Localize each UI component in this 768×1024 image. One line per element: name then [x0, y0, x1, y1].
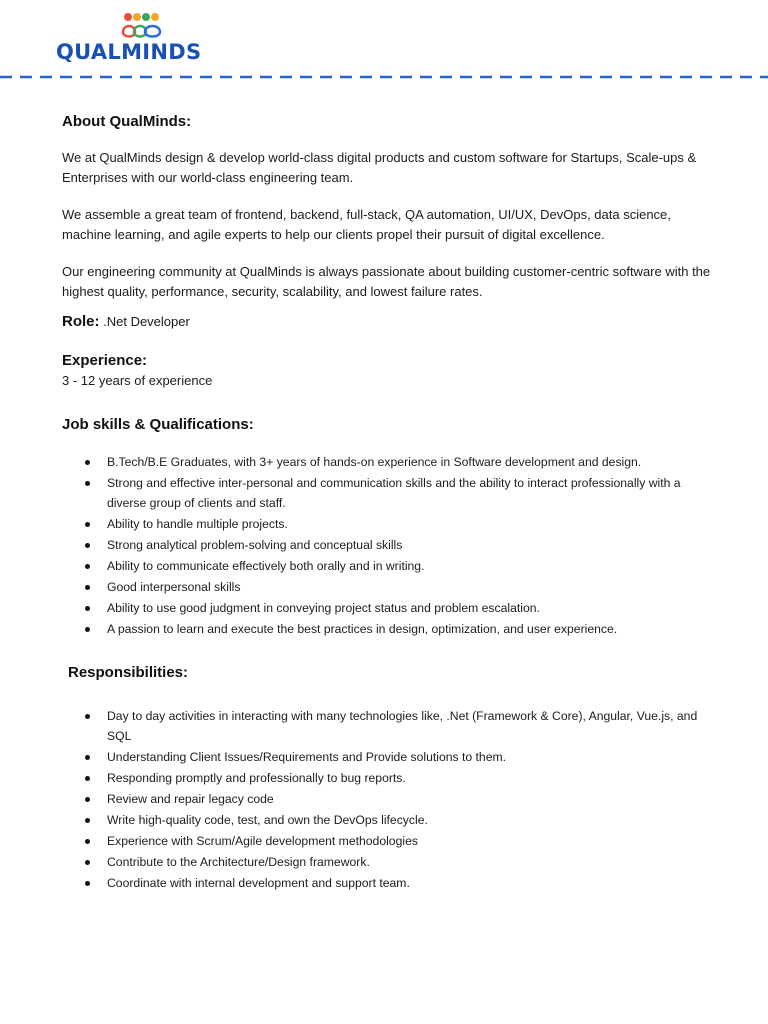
bullet-icon: [85, 606, 90, 611]
bullet-icon: [85, 860, 90, 865]
list-item: [62, 706, 712, 746]
list-item: [62, 514, 712, 534]
experience-value: 3 - 12 years of experience: [62, 373, 213, 388]
list-item-text: Contribute to the Architecture/Design framework.: [107, 855, 370, 869]
list-item-text: A passion to learn and execute the best practices in design, optimization, and user experience.: [107, 622, 618, 636]
logo-link-right: [145, 26, 160, 37]
role-value: .Net Developer: [99, 314, 190, 329]
logo-dot-green: [142, 13, 150, 21]
logo-dot-orange: [133, 13, 141, 21]
list-item-text: Responding promptly and professionally to bug reports.: [107, 771, 406, 785]
bullet-icon: [85, 818, 90, 823]
bullet-icon: [85, 522, 90, 527]
bullet-icon: [85, 460, 90, 465]
skills-heading: Job skills & Qualifications:: [62, 416, 254, 433]
bullet-icon: [85, 839, 90, 844]
about-heading: About QualMinds:: [62, 113, 192, 130]
list-item: [62, 556, 712, 576]
list-item: [62, 768, 712, 788]
company-logo: [56, 12, 228, 66]
responsibilities-heading: Responsibilities:: [68, 664, 189, 681]
list-item: [62, 577, 712, 597]
list-item-text: Ability to communicate effectively both orally and in writing.: [107, 559, 425, 573]
document-body: [62, 112, 712, 894]
list-item-text: Write high-quality code, test, and own the DevOps lifecycle.: [107, 813, 428, 827]
bullet-icon: [85, 714, 90, 719]
list-item-text: Strong and effective inter-personal and communication skills and the ability to interact professionally with a diverse group of clients and staff.: [107, 476, 681, 510]
about-paragraph: Our engineering community at QualMinds is always passionate about building customer-centric software with the highest quality, performance, security, scalability, and lowest failure rates.: [62, 264, 711, 299]
list-item: [62, 598, 712, 618]
list-item-text: Strong analytical problem-solving and conceptual skills: [107, 538, 403, 552]
list-item: [62, 810, 712, 830]
bullet-icon: [85, 543, 90, 548]
brand-wordmark: QUALMINDS: [56, 40, 202, 64]
bullet-icon: [85, 755, 90, 760]
role-label: Role:: [62, 313, 100, 330]
list-item-text: Day to day activities in interacting with many technologies like, .Net (Framework & Core), Angular, Vue.js, and SQL: [107, 709, 698, 743]
logo-dot-red: [124, 13, 132, 21]
list-item: [62, 619, 712, 639]
list-item-text: Ability to handle multiple projects.: [107, 517, 288, 531]
bullet-icon: [85, 481, 90, 486]
list-item: [62, 873, 712, 893]
list-item: [62, 747, 712, 767]
list-item-text: Coordinate with internal development and support team.: [107, 876, 410, 890]
experience-heading: Experience:: [62, 352, 148, 369]
list-item: [62, 452, 712, 472]
list-item-text: Experience with Scrum/Agile development methodologies: [107, 834, 418, 848]
list-item-text: Review and repair legacy code: [107, 792, 274, 806]
about-paragraph: We at QualMinds design & develop world-class digital products and custom software for Startups, Scale-ups & Enterprises with our world-class engineering team.: [62, 150, 697, 185]
bullet-icon: [85, 564, 90, 569]
skills-list: [62, 452, 712, 639]
list-item: [62, 473, 712, 513]
list-item: [62, 831, 712, 851]
list-item: [62, 535, 712, 555]
dashed-divider: [0, 75, 768, 79]
role-line: [62, 312, 712, 332]
list-item: [62, 852, 712, 872]
qualminds-logo-icon: [120, 12, 164, 40]
list-item-text: Ability to use good judgment in conveying project status and problem escalation.: [107, 601, 540, 615]
bullet-icon: [85, 797, 90, 802]
list-item-text: B.Tech/B.E Graduates, with 3+ years of hands-on experience in Software development and design.: [107, 455, 642, 469]
bullet-icon: [85, 585, 90, 590]
responsibilities-list: [62, 706, 712, 893]
bullet-icon: [85, 881, 90, 886]
about-paragraph: We assemble a great team of frontend, backend, full-stack, QA automation, UI/UX, DevOps, data science, machine learning, and agile experts to help our clients propel their pursuit of digital excellence.: [62, 207, 671, 242]
bullet-icon: [85, 776, 90, 781]
list-item: [62, 789, 712, 809]
list-item-text: Understanding Client Issues/Requirements and Provide solutions to them.: [107, 750, 507, 764]
list-item-text: Good interpersonal skills: [107, 580, 241, 594]
bullet-icon: [85, 627, 90, 632]
logo-dot-yellow: [151, 13, 159, 21]
